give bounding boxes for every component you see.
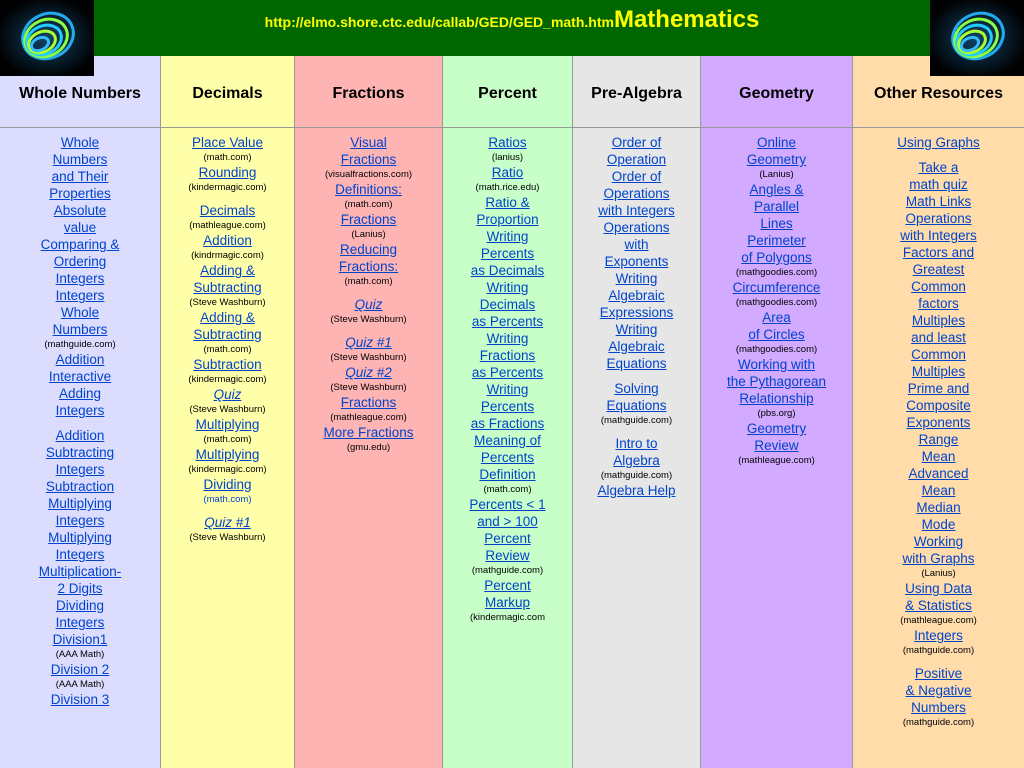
topic-link[interactable]: Quiz #1 (204, 515, 251, 530)
topic-link[interactable]: Algebraic (608, 288, 665, 303)
topic-link[interactable]: Place Value (191, 135, 264, 150)
source-label: (AAA Math) (55, 649, 105, 660)
source-label: (mathgoodies.com) (735, 267, 818, 278)
topic-link[interactable]: Factors and (902, 245, 975, 260)
topic-link[interactable]: Multiplying (48, 530, 112, 545)
topic-link[interactable]: with Integers (900, 228, 977, 243)
topic-link[interactable]: Addition (203, 233, 252, 248)
topic-link[interactable]: Division 3 (50, 692, 110, 707)
column-percent (442, 56, 572, 768)
topic-link[interactable]: Greatest (912, 262, 965, 277)
topic-link[interactable]: 2 Digits (57, 581, 103, 596)
topic-link[interactable]: Writing (486, 331, 529, 346)
spacer (853, 657, 1024, 665)
topic-link[interactable]: Subtraction (45, 479, 115, 494)
topic-link[interactable]: Using Graphs (897, 135, 980, 150)
column-links-pre-algebra (573, 128, 700, 499)
column-fractions (294, 56, 442, 768)
topic-link[interactable]: Decimals (479, 297, 536, 312)
topic-link[interactable]: Fractions (340, 395, 397, 410)
source-label: (mathguide.com) (902, 717, 975, 728)
topic-link[interactable]: Multiplying (195, 447, 260, 462)
topic-link[interactable]: Quiz #2 (345, 365, 392, 380)
source-label: (math.com) (203, 152, 252, 163)
column-header-other-resources: Other Resources (853, 56, 1024, 128)
source-label: (kindermagic.com) (188, 182, 267, 193)
topic-link[interactable]: Range (918, 432, 959, 447)
topic-link[interactable]: Quiz (354, 297, 383, 312)
source-label: (Steve Washburn) (330, 382, 407, 393)
topic-link[interactable]: and least (911, 330, 966, 345)
topic-link[interactable]: Composite (906, 398, 971, 413)
source-label: (Steve Washburn) (330, 352, 407, 363)
topic-link[interactable]: Interactive (48, 369, 112, 384)
topic-link[interactable]: Ratio (491, 165, 524, 180)
column-decimals (160, 56, 294, 768)
source-label: (Steve Washburn) (189, 532, 266, 543)
source-label: (math.rice.edu) (475, 182, 540, 193)
topic-link[interactable]: Writing (615, 322, 658, 337)
source-label: (kindrmagic.com) (191, 250, 264, 261)
topic-link[interactable]: Writing (486, 280, 529, 295)
topic-link[interactable]: Subtraction (193, 357, 262, 372)
topic-link[interactable]: Proportion (476, 212, 539, 227)
topic-link[interactable]: Integers (55, 403, 105, 418)
topics-table (0, 56, 1024, 768)
topic-link[interactable]: Mean (921, 483, 956, 498)
topic-link[interactable]: Order of (611, 135, 662, 150)
topic-link[interactable]: Take a (918, 160, 959, 175)
source-label: (math.com) (344, 276, 393, 287)
column-pre-algebra (572, 56, 700, 768)
topic-link[interactable]: Perimeter (747, 233, 806, 248)
topic-link[interactable]: Geometry (746, 152, 807, 167)
topic-link[interactable]: Algebra (613, 453, 660, 468)
topic-link[interactable]: Parallel (753, 199, 800, 214)
topic-link[interactable]: Order of (611, 169, 662, 184)
topic-link[interactable]: Ordering (53, 254, 107, 269)
column-links-geometry (701, 128, 852, 467)
topic-link[interactable]: Adding (58, 386, 102, 401)
column-header-geometry: Geometry (701, 56, 852, 128)
topic-link[interactable]: Division1 (52, 632, 108, 647)
topic-link[interactable]: Comparing & (40, 237, 120, 252)
topic-link[interactable]: Multiples (911, 313, 966, 328)
source-label: (visualfractions.com) (324, 169, 413, 180)
source-label: (AAA Math) (55, 679, 105, 690)
topic-link[interactable]: Integers (914, 628, 963, 643)
topic-link[interactable]: Dividing (203, 477, 252, 492)
source-label: (mathguide.com) (600, 470, 673, 481)
source-label: (Steve Washburn) (189, 297, 266, 308)
topic-link[interactable]: Advanced (908, 466, 969, 481)
topic-link[interactable]: Mean (921, 449, 956, 464)
source-label: (mathgoodies.com) (735, 297, 818, 308)
topic-link[interactable]: Multiplication- (38, 564, 122, 579)
topic-link[interactable]: Definitions: (335, 182, 402, 197)
source-label: (mathleague.com) (738, 455, 815, 466)
topic-link[interactable]: Properties (49, 186, 111, 201)
topic-link[interactable]: and > 100 (477, 514, 538, 529)
topic-link[interactable]: the Pythagorean (726, 374, 827, 389)
column-links-percent (443, 128, 572, 624)
topic-link[interactable]: Working (913, 534, 964, 549)
topic-link[interactable]: Equations (606, 356, 667, 371)
topic-link[interactable]: Common (911, 279, 966, 294)
topic-link[interactable]: as Fractions (470, 416, 545, 431)
spacer (573, 372, 700, 380)
topic-link[interactable]: Percents (480, 450, 535, 465)
topic-link[interactable]: Expressions (599, 305, 674, 320)
topic-link[interactable]: Rounding (198, 165, 257, 180)
topic-link[interactable]: Writing (486, 382, 529, 397)
topic-link[interactable]: Writing (486, 229, 529, 244)
topic-link[interactable]: Whole (60, 135, 100, 150)
topic-link[interactable]: Integers (55, 547, 105, 562)
topic-link[interactable]: Exponents (604, 254, 669, 269)
topic-link[interactable]: Quiz (213, 387, 242, 402)
source-label: (math.com) (483, 484, 532, 495)
source-label: (mathgoodies.com) (735, 344, 818, 355)
topic-link[interactable]: Area (762, 310, 791, 325)
source-label: (Lanius) (921, 568, 956, 579)
topic-link[interactable]: Integers (55, 288, 105, 303)
column-links-whole-numbers (0, 128, 160, 708)
topic-link[interactable]: Numbers (911, 700, 966, 715)
topic-link[interactable]: with Graphs (902, 551, 975, 566)
topic-link[interactable]: Writing (615, 271, 658, 286)
topic-link[interactable]: Equations (606, 398, 667, 413)
topic-link[interactable]: Circumference (732, 280, 821, 295)
topic-link[interactable]: Numbers (52, 322, 108, 337)
topic-link[interactable]: Multiplying (48, 496, 112, 511)
topic-link[interactable]: Reducing (339, 242, 398, 257)
topic-link[interactable]: Percents (480, 246, 535, 261)
topic-link[interactable]: of Circles (748, 327, 805, 342)
topic-link[interactable]: Meaning of (474, 433, 541, 448)
topic-link[interactable]: Percents < 1 (469, 497, 546, 512)
topic-link[interactable]: Subtracting (193, 327, 262, 342)
topic-link[interactable]: Working with (737, 357, 816, 372)
column-whole-numbers (0, 56, 160, 768)
column-header-percent: Percent (443, 56, 572, 128)
topic-link[interactable]: Subtracting (193, 280, 262, 295)
topic-link[interactable]: Subtracting (45, 445, 115, 460)
source-label: (math.com) (344, 199, 393, 210)
topic-link[interactable]: Positive (914, 666, 963, 681)
source-label: (lanius) (491, 152, 524, 163)
topic-link[interactable]: Integers (55, 462, 105, 477)
topic-link[interactable]: math quiz (909, 177, 968, 192)
page-heading: Mathematics (613, 6, 760, 33)
topic-link[interactable]: Algebraic (608, 339, 665, 354)
topic-link[interactable]: Ratios (488, 135, 527, 150)
topic-link[interactable]: Percent (484, 578, 531, 593)
topic-link[interactable]: Using Data (905, 581, 972, 596)
topic-link[interactable]: Adding & (200, 310, 255, 325)
source-label: (Steve Washburn) (189, 404, 266, 415)
topic-link[interactable]: Addition (55, 352, 105, 367)
source-label: (kindermagic.com) (188, 374, 267, 385)
spacer (573, 427, 700, 435)
topic-link[interactable]: Numbers (52, 152, 108, 167)
topic-link[interactable]: Operation (606, 152, 667, 167)
topic-link[interactable]: value (63, 220, 97, 235)
source-label: (Lanius) (351, 229, 386, 240)
spacer (295, 326, 442, 334)
source-label: (kindermagic.com (470, 612, 545, 623)
topic-link[interactable]: Division 2 (50, 662, 110, 677)
header-bar (0, 0, 1024, 56)
topic-link[interactable]: Geometry (746, 421, 807, 436)
topic-link[interactable]: Operations (603, 186, 670, 201)
column-links-fractions (295, 128, 442, 454)
column-links-decimals (161, 128, 294, 544)
topic-link[interactable]: Integers (55, 513, 105, 528)
topic-link[interactable]: Visual (350, 135, 387, 150)
topic-link[interactable]: Common (911, 347, 966, 362)
topic-link[interactable]: Quiz #1 (345, 335, 392, 350)
topic-link[interactable]: Intro to (615, 436, 658, 451)
topic-link[interactable]: Relationship (739, 391, 814, 406)
source-label: (mathguide.com) (44, 339, 116, 350)
source-label: (mathguide.com) (600, 415, 673, 426)
source-label: (mathguide.com) (902, 645, 975, 656)
column-other-resources (852, 56, 1024, 768)
topic-link[interactable]: with (624, 237, 649, 252)
topic-link[interactable]: Whole (60, 305, 100, 320)
topic-link[interactable]: Operations (603, 220, 670, 235)
topic-link[interactable]: Fractions (479, 348, 536, 363)
topic-link[interactable]: as Percents (471, 365, 544, 380)
topic-link[interactable]: Adding & (200, 263, 255, 278)
spacer (161, 506, 294, 514)
topic-link[interactable]: Absolute (53, 203, 107, 218)
topic-link[interactable]: Dividing (55, 598, 105, 613)
topic-link[interactable]: Exponents (906, 415, 971, 430)
topic-link[interactable]: Fractions: (338, 259, 399, 274)
source-label: (mathleague.com) (900, 615, 977, 626)
page-url[interactable]: http://elmo.shore.ctc.edu/callab/GED/GED_math.htm (264, 14, 614, 30)
topic-link[interactable]: Online (756, 135, 797, 150)
source-label: (pbs.org) (757, 408, 796, 419)
topic-link[interactable]: & Negative (905, 683, 972, 698)
spacer (853, 151, 1024, 159)
topic-link[interactable]: Definition (479, 467, 536, 482)
topic-link[interactable]: Integers (55, 271, 105, 286)
topic-link[interactable]: and Their (51, 169, 109, 184)
column-header-pre-algebra: Pre-Algebra (573, 56, 700, 128)
topic-link[interactable]: More Fractions (323, 425, 414, 440)
column-links-other-resources (853, 128, 1024, 729)
source-label: (Steve Washburn) (330, 314, 407, 325)
topic-link[interactable]: Ratio & (485, 195, 530, 210)
source-label: (math.com) (203, 344, 252, 355)
topic-link[interactable]: as Decimals (470, 263, 545, 278)
source-label: (Lanius) (759, 169, 794, 180)
source-label: (math.com) (203, 434, 252, 445)
topic-link[interactable]: & Statistics (905, 598, 972, 613)
source-label: (math.com) (203, 494, 252, 505)
topic-link[interactable]: Markup (484, 595, 530, 610)
spiral-logo-left (0, 0, 94, 76)
topic-link[interactable]: Operations (905, 211, 972, 226)
topic-link[interactable]: Review (754, 438, 799, 453)
spacer (161, 194, 294, 202)
column-header-fractions: Fractions (295, 56, 442, 128)
topic-link[interactable]: Fractions (340, 212, 397, 227)
column-header-whole-numbers: Whole Numbers (0, 56, 160, 128)
source-label: (gmu.edu) (346, 442, 391, 453)
page-title (94, 6, 930, 34)
column-header-decimals: Decimals (161, 56, 294, 128)
topic-link[interactable]: Decimals (199, 203, 256, 218)
topic-link[interactable]: Math Links (905, 194, 972, 209)
topic-link[interactable]: factors (918, 296, 959, 311)
topic-link[interactable]: Algebra Help (597, 483, 676, 498)
topic-link[interactable]: Review (485, 548, 530, 563)
spacer (295, 288, 442, 296)
topic-link[interactable]: Angles & (749, 182, 804, 197)
spiral-logo-right (930, 0, 1024, 76)
topic-link[interactable]: Fractions (340, 152, 397, 167)
topic-link[interactable]: Percent (484, 531, 531, 546)
topic-link[interactable]: Addition (55, 428, 105, 443)
topic-link[interactable]: Solving (614, 381, 659, 396)
topic-link[interactable]: as Percents (471, 314, 544, 329)
source-label: (mathleague.com) (330, 412, 407, 423)
topic-link[interactable]: Percents (480, 399, 535, 414)
topic-link[interactable]: with Integers (598, 203, 675, 218)
topic-link[interactable]: Lines (760, 216, 793, 231)
spacer (0, 419, 160, 427)
topic-link[interactable]: Multiples (911, 364, 966, 379)
source-label: (kindermagic.com) (188, 464, 267, 475)
topic-link[interactable]: Prime and (907, 381, 970, 396)
topic-link[interactable]: Mode (921, 517, 956, 532)
topic-link[interactable]: Multiplying (195, 417, 260, 432)
topic-link[interactable]: of Polygons (741, 250, 812, 265)
topic-link[interactable]: Median (916, 500, 961, 515)
topic-link[interactable]: Integers (55, 615, 105, 630)
column-geometry (700, 56, 852, 768)
source-label: (mathleague.com) (189, 220, 266, 231)
source-label: (mathguide.com) (471, 565, 544, 576)
